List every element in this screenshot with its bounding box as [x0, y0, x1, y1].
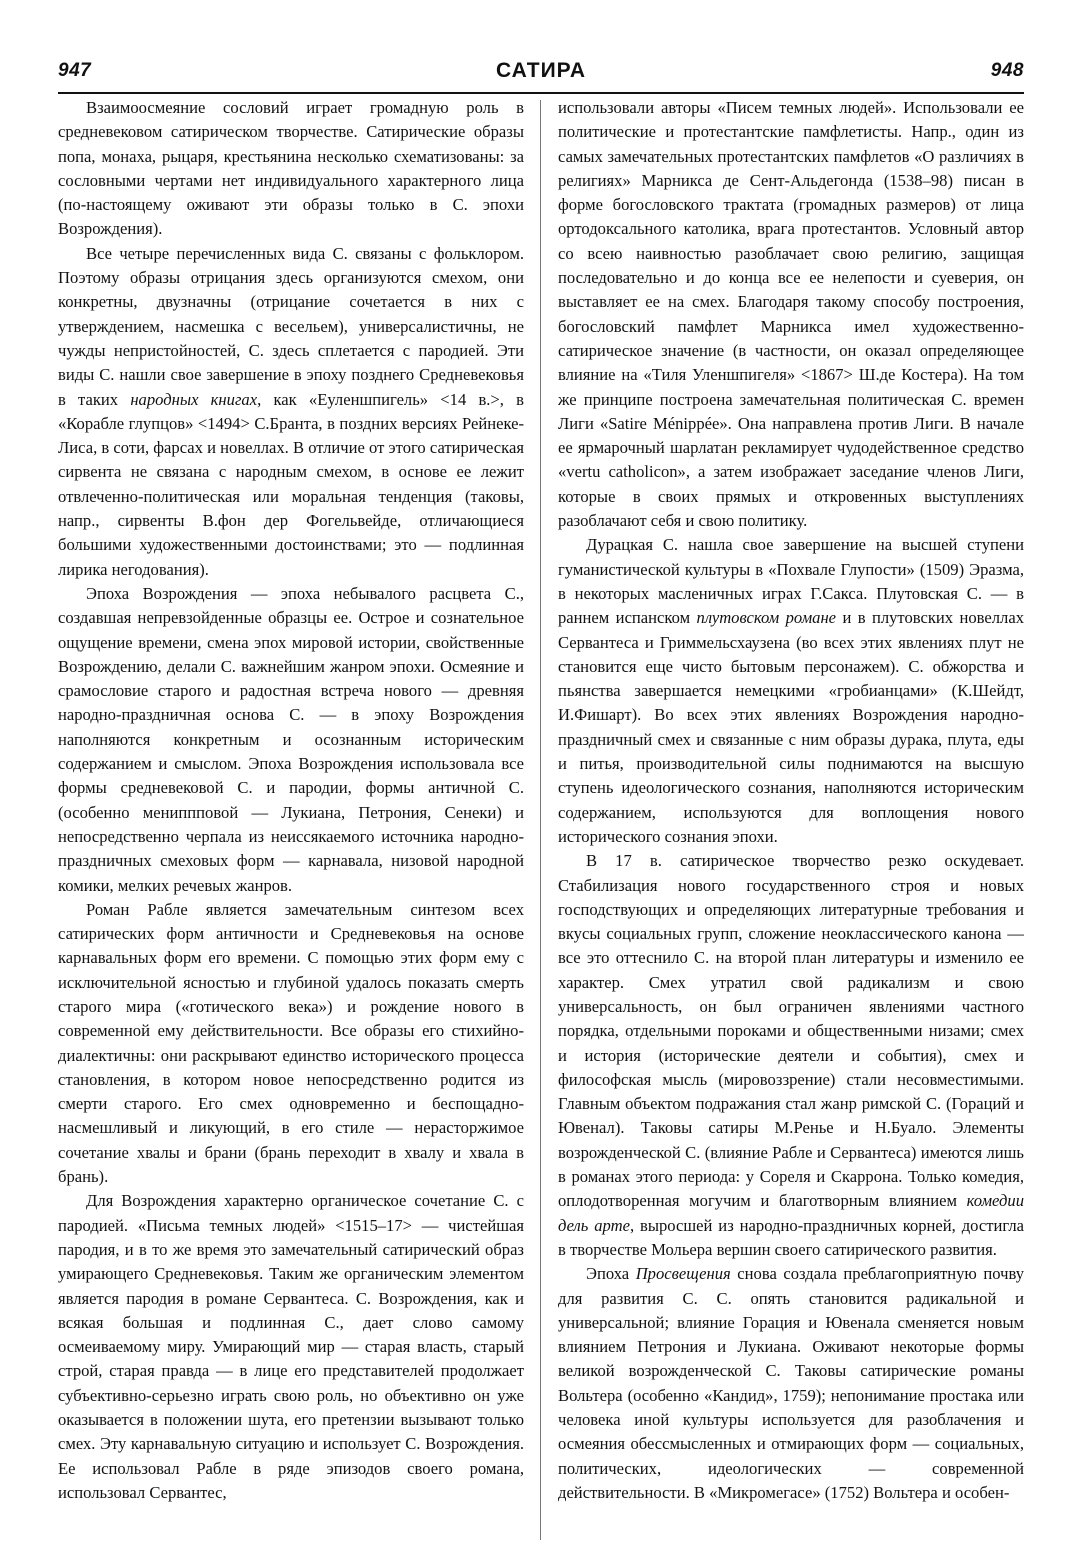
- text-run: , выросшей из народно-праздничных корней, достигла в творчестве Мольера вершин своего сатирического развития.: [558, 1215, 1024, 1259]
- text-run: Эпоха: [586, 1264, 636, 1284]
- paragraph: [558, 1262, 1024, 1505]
- page-number-left: 947: [58, 60, 92, 81]
- paragraph: Эпоха Возрождения — эпоха небывалого расцвета С., создавшая непревзойденные образцы ее. Острое и сознательное ощущение времени, смена эпох мировой истории, свойственные Возрождению, делали С. важнейшим жанром эпохи. Осмеяние и срамословие старого и радостная встреча нового — древняя народно-праздничная основа С. — в эпоху Возрождения наполняются конкретным и осознанным историческим содержанием и смыслом. Эпоха Возрождения использовала все формы средневековой С. и пародии, формы античной С. (особенно мениппповой — Лукиана, Петрония, Сенеки) и непосредственно черпала из неиссякаемого источника народно-праздничных смеховых форм — карнавала, низовой народной комики, мелких речевых жанров.: [58, 583, 524, 895]
- paragraph: Роман Рабле является замечательным синтезом всех сатирических форм античности и Средневековья на основе карнавальных форм его времени. С помощью этих форм ему с исключительной ясностью и глубиной удалось показать смерть старого мира («готического века») и рождение нового в современной ему действительности. Все образы его стихийно-диалектичны: они раскрывают единство исторического процесса становления, в котором новое непосредственно родится из смерти старого. Его смех одновременно и беспощадно-насмешливый и ликующий, в его стиле — нерасторжимое сочетание хвалы и брани (брань переходит в хвалу и хвала в брань).: [58, 899, 524, 1187]
- paragraph: [558, 533, 1024, 849]
- text-run: , как «Еуленшпигель» <14 в.>, в «Корабле глупцов» <1494> С.Бранта, в поздних версиях Рейнеке-Лиса, в соти, фарсах и новеллах. В отличие от этого сатирическая сирвента не связана с народным смехом, в основе ее лежит отвлеченно-политическая или моральная тенденция (таковы, напр., сирвенты В.фон дер Фогельвейде, отличающиеся большими художественными достоинствами; это — подлинная лирика негодования).: [58, 389, 524, 579]
- page-number-right: 948: [990, 60, 1024, 81]
- italic-term: народных книгах: [130, 389, 258, 409]
- running-title: САТИРА: [495, 59, 586, 82]
- paragraph: Взаимоосмеяние сословий играет громадную роль в средневековом сатирическом творчестве. Сатирические образы попа, монаха, рыцаря, крестьянина несколько схематизованы: за сословными чертами нет индивидуального характерного лица (по-настоящему оживают эти образы только в С. эпохи Возрождения).: [58, 98, 524, 239]
- paragraph: [58, 242, 524, 582]
- italic-term: плутовском романе: [696, 608, 837, 628]
- paragraph: [558, 849, 1024, 1262]
- text-run: снова создала преблагоприятную почву для развития С. С. опять становится радикальной и универсальной; влияние Горация и Ювенала сменяется новым влиянием Петрония и Лукиана. Оживают некоторые формы великой возрожденческой С. Таковы сатирические романы Вольтера (особенно «Кандид», 1759); непонимание простака или человека иной культуры используется для разоблачения и осмеяния обессмысленных и отмирающих форм — социальных, политических, идеологических — современной действительности. В «Микромегасе» (1752) Вольтера и особен-: [558, 1264, 1024, 1502]
- text-run: и в плутовских новеллах Сервантеса и Гриммельсхаузена (во всех этих явлениях плут не становится еще чисто бытовым персонажем). С. обжорства и пьянства завершается немецкими «гробианцами» (К.Шейдт, И.Фишарт). Во всех этих явлениях Возрождения народно-праздничный смех и связанные с ним образы дурака, плута, еды и питья, производительной силы поднимаются на высшую ступень идеологического сознания, наполняются историческим содержанием, используются для воплощения нового исторического сознания эпохи.: [558, 608, 1024, 846]
- text-run: В 17 в. сатирическое творчество резко оскудевает. Стабилизация нового государственного строя и новых господствующих и определяющих литературные требования и вкусы социальных групп, сложение неоклассического канона — все это оттеснило С. на второй план литературы и изменило ее характер. Смех утратил свой радикализм и свою универсальность, он был ограничен явлениями частного порядка, отдельными пороками и общественными низами; смех и история (исторические деятели и события), смех и философская мысль (мировоззрение) стали несовместимыми. Главным объектом подражания стал жанр римской С. (Гораций и Ювенал). Таковы сатиры М.Ренье и Н.Буало. Элементы возрожденческой С. (влияние Рабле и Сервантеса) имеются лишь в романах этого периода: у Сореля и Скаррона. Только комедия, оплодотворенная могучим и благотворным влиянием: [558, 851, 1024, 1211]
- right-column: [558, 96, 1024, 1544]
- italic-term: Просвещения: [635, 1264, 731, 1284]
- page-header: [58, 58, 1024, 94]
- left-column: [58, 96, 524, 1544]
- text-run: Дурацкая С. нашла свое завершение на высшей ступени гуманистической культуры в «Похвале Глупости» (1509) Эразма, в некоторых масленичных играх Г.Сакса. Плутовская С. — в раннем испанском: [558, 535, 1024, 628]
- text-run: Все четыре перечисленных вида С. связаны с фольклором. Поэтому образы отрицания здесь организуются смехом, они конкретны, двузначны (отрицание сочетается в них с утверждением, насмешка с весельем), универсалистичны, не чужды непристойностей, С. здесь сплетается с пародией. Эти виды С. нашли свое завершение в эпоху позднего Средневековья в таких: [58, 243, 524, 409]
- paragraph-continuation: использовали авторы «Писем темных людей». Использовали ее политические и протестантские памфлетисты. Напр., один из самых замечательных протестантских памфлетов «О различиях в религиях» Марникса де Сент-Альдегонда (1538–98) писан в форме богословского трактата (громадных размеров) от лица ортодоксального католика, врага протестантов. Условный автор со всею наивностью разоблачает свою религию, защищая последовательно и до конца все ее нелепости и суеверия, он выставляет ее на смех. Благодаря такому способу построения, богословский памфлет Марникса имел художественно-сатирическое значение (в частности, он оказал определяющее влияние на «Тиля Уленшпигеля» <1867> Ш.де Костера). На том же принципе построена замечательная политическая С. времен Лиги «Satire Ménippée». Она направлена против Лиги. В начале ее ярмарочный шарлатан рекламирует чудодейственное средство «vertu catholicon», а затем изображает заседание членов Лиги, которые в своих прямых и откровенных выступлениях разоблачают себя и свою политику.: [558, 98, 1024, 531]
- italic-term: комедии дель арте: [558, 1191, 1024, 1235]
- paragraph: Для Возрождения характерно органическое сочетание С. с пародией. «Письма темных людей» <1515–17> — чистейшая пародия, и в то же время это замечательный сатирический образ умирающего Средневековья. Таким же органическим элементом является пародия в романе Сервантеса. С. Возрождения, как и всякая большая и подлинная С., дает слово самому осмеиваемому миру. Умирающий мир — старая власть, старый строй, старая правда — в лице его представителей продолжает субъективно-серьезно играть свою роль, но объективно он уже оказывается в положении шута, его претензии вызывают только смех. Эту карнавальную ситуацию и использует С. Возрождения. Ее использовал Рабле в ряде эпизодов своего романа, использовал Сервантес,: [58, 1191, 524, 1502]
- column-divider: [540, 100, 541, 1540]
